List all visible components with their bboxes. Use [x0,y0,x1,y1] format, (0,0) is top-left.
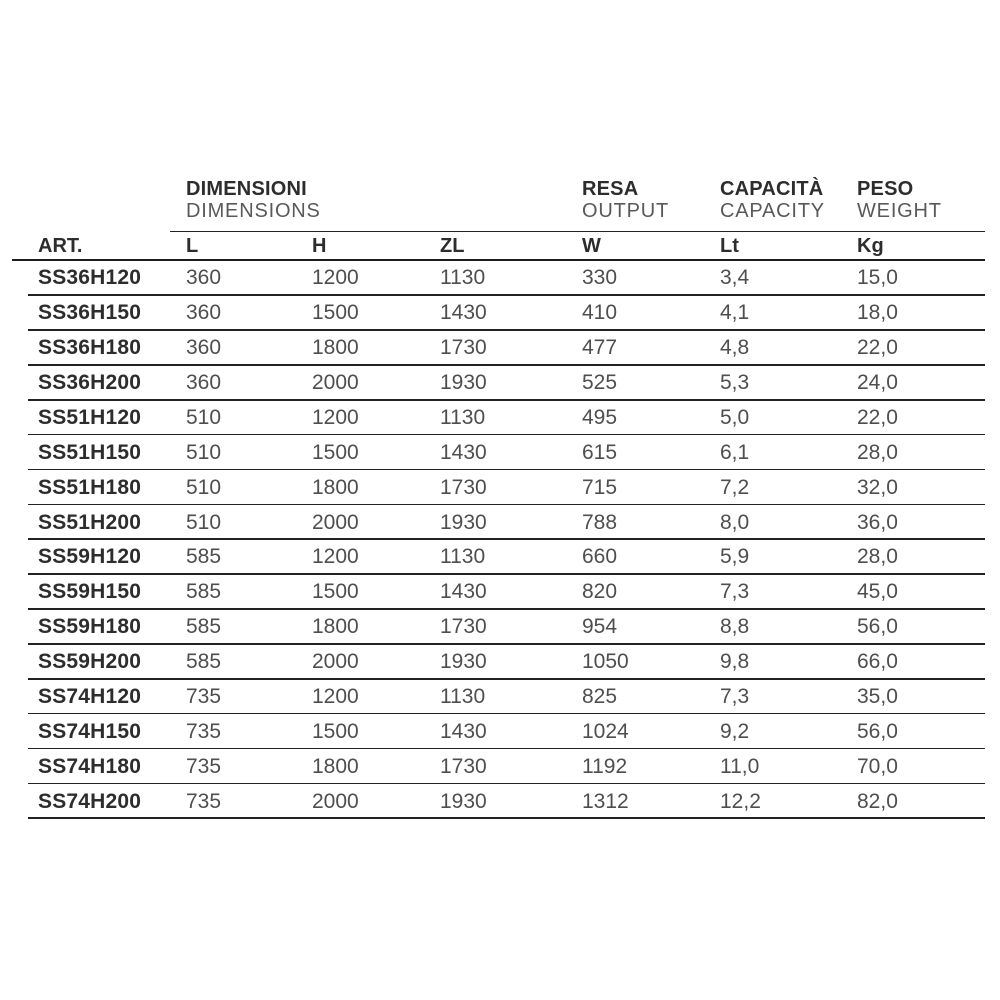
group-header-output [582,178,720,222]
column-header-zl: ZL [440,234,465,257]
cell-w: 615 [582,440,618,464]
cell-l: 360 [186,266,222,290]
cell-l: 735 [186,789,222,813]
cell-w: 660 [582,545,618,569]
column-header-w: W [582,234,601,257]
cell-art: SS51H180 [38,475,142,499]
cell-art: SS74H150 [38,719,142,743]
cell-art: SS59H200 [38,650,142,674]
cell-w: 1312 [582,789,629,813]
cell-art: SS74H200 [38,789,142,813]
cell-l: 360 [186,301,222,325]
cell-lt: 9,8 [720,650,750,674]
cell-h: 1500 [312,580,359,604]
table-row [12,331,985,366]
cell-lt: 12,2 [720,789,761,813]
table-row [12,749,985,784]
cell-lt: 8,0 [720,510,750,534]
cell-zl: 1730 [440,336,487,360]
table-row [12,435,985,470]
cell-lt: 11,0 [720,754,760,778]
cell-w: 788 [582,510,618,534]
cell-lt: 7,3 [720,684,750,708]
cell-l: 510 [186,440,222,464]
cell-h: 1200 [312,266,359,290]
cell-zl: 1730 [440,475,487,499]
cell-l: 510 [186,475,222,499]
cell-l: 360 [186,371,222,395]
cell-kg: 32,0 [857,475,898,499]
cell-l: 510 [186,510,222,534]
cell-w: 825 [582,684,618,708]
cell-lt: 7,3 [720,580,750,604]
cell-art: SS51H150 [38,440,142,464]
group-header-dimensions [186,178,582,222]
cell-art: SS36H200 [38,371,142,395]
cell-l: 585 [186,650,222,674]
cell-w: 1050 [582,650,629,674]
table-row [12,470,985,505]
cell-w: 1024 [582,719,629,743]
cell-kg: 36,0 [857,510,898,534]
cell-art: SS59H120 [38,545,142,569]
column-header-kg: Kg [857,234,884,257]
cell-kg: 22,0 [857,336,898,360]
cell-art: SS51H200 [38,510,142,534]
group-label-secondary: WEIGHT [857,200,942,222]
cell-lt: 5,3 [720,371,750,395]
cell-art: SS59H150 [38,580,142,604]
cell-h: 1800 [312,615,359,639]
cell-kg: 56,0 [857,719,898,743]
cell-l: 735 [186,719,222,743]
cell-zl: 1730 [440,615,487,639]
cell-kg: 56,0 [857,615,898,639]
cell-w: 525 [582,371,618,395]
cell-kg: 18,0 [857,301,898,325]
table-body [12,261,985,819]
table-row [12,261,985,296]
cell-h: 1800 [312,475,359,499]
table-row [12,366,985,401]
cell-w: 495 [582,405,618,429]
cell-zl: 1730 [440,754,487,778]
cell-kg: 28,0 [857,545,898,569]
cell-h: 1500 [312,440,359,464]
cell-l: 585 [186,615,222,639]
cell-h: 1200 [312,545,359,569]
cell-l: 735 [186,754,222,778]
cell-art: SS74H180 [38,754,142,778]
table-row [12,610,985,645]
group-header-weight [857,178,985,222]
cell-art: SS36H120 [38,266,142,290]
cell-lt: 9,2 [720,719,750,743]
cell-zl: 1430 [440,440,487,464]
cell-l: 360 [186,336,222,360]
column-header-lt: Lt [720,234,739,257]
cell-lt: 7,2 [720,475,750,499]
cell-kg: 24,0 [857,371,898,395]
cell-lt: 4,1 [720,301,750,325]
cell-h: 1200 [312,684,359,708]
cell-lt: 3,4 [720,266,750,290]
cell-h: 2000 [312,510,359,534]
table-row [12,714,985,749]
table-column-header-row [12,232,985,261]
cell-zl: 1130 [440,266,486,290]
table-row [12,645,985,680]
cell-zl: 1930 [440,510,487,534]
cell-zl: 1930 [440,650,487,674]
table-row [12,401,985,436]
group-label-primary: DIMENSIONI [186,178,307,200]
group-label-secondary: OUTPUT [582,200,670,222]
cell-w: 410 [582,301,618,325]
cell-w: 715 [582,475,618,499]
cell-h: 2000 [312,789,359,813]
cell-h: 2000 [312,371,359,395]
cell-h: 1800 [312,336,359,360]
cell-kg: 82,0 [857,789,898,813]
cell-kg: 28,0 [857,440,898,464]
cell-zl: 1130 [440,405,486,429]
cell-kg: 66,0 [857,650,898,674]
group-label-primary: CAPACITÀ [720,178,824,200]
cell-zl: 1130 [440,545,486,569]
cell-l: 585 [186,580,222,604]
cell-zl: 1430 [440,580,487,604]
table-row [12,575,985,610]
cell-l: 585 [186,545,222,569]
cell-kg: 45,0 [857,580,898,604]
group-label-secondary: CAPACITY [720,200,825,222]
cell-w: 954 [582,615,618,639]
table-row [12,680,985,715]
cell-zl: 1430 [440,719,487,743]
cell-w: 330 [582,266,618,290]
group-label-primary: PESO [857,178,914,200]
cell-kg: 35,0 [857,684,898,708]
cell-h: 1800 [312,754,359,778]
cell-l: 510 [186,405,222,429]
cell-lt: 5,0 [720,405,750,429]
cell-zl: 1930 [440,789,487,813]
cell-kg: 70,0 [857,754,898,778]
cell-w: 477 [582,336,618,360]
group-label-secondary: DIMENSIONS [186,200,321,222]
table-row [12,540,985,575]
cell-lt: 6,1 [720,440,750,464]
cell-w: 1192 [582,754,628,778]
cell-kg: 22,0 [857,405,898,429]
group-label-primary: RESA [582,178,639,200]
column-header-l: L [186,234,199,257]
cell-art: SS36H150 [38,301,142,325]
table-row [12,784,985,819]
cell-zl: 1430 [440,301,487,325]
spec-table [12,178,985,819]
group-header-underline [170,231,985,233]
cell-zl: 1930 [440,371,487,395]
cell-w: 820 [582,580,618,604]
column-header-h: H [312,234,327,257]
cell-lt: 5,9 [720,545,750,569]
cell-h: 1200 [312,405,359,429]
cell-art: SS74H120 [38,684,142,708]
cell-kg: 15,0 [857,266,898,290]
cell-art: SS36H180 [38,336,142,360]
table-row [12,505,985,540]
cell-lt: 8,8 [720,615,750,639]
cell-art: SS51H120 [38,405,142,429]
cell-art: SS59H180 [38,615,142,639]
column-header-art: ART. [38,234,83,257]
cell-h: 1500 [312,301,359,325]
cell-lt: 4,8 [720,336,750,360]
group-header-capacity [720,178,857,222]
cell-h: 2000 [312,650,359,674]
table-row [12,296,985,331]
table-group-header-row [12,178,985,232]
cell-l: 735 [186,684,222,708]
cell-zl: 1130 [440,684,486,708]
cell-h: 1500 [312,719,359,743]
